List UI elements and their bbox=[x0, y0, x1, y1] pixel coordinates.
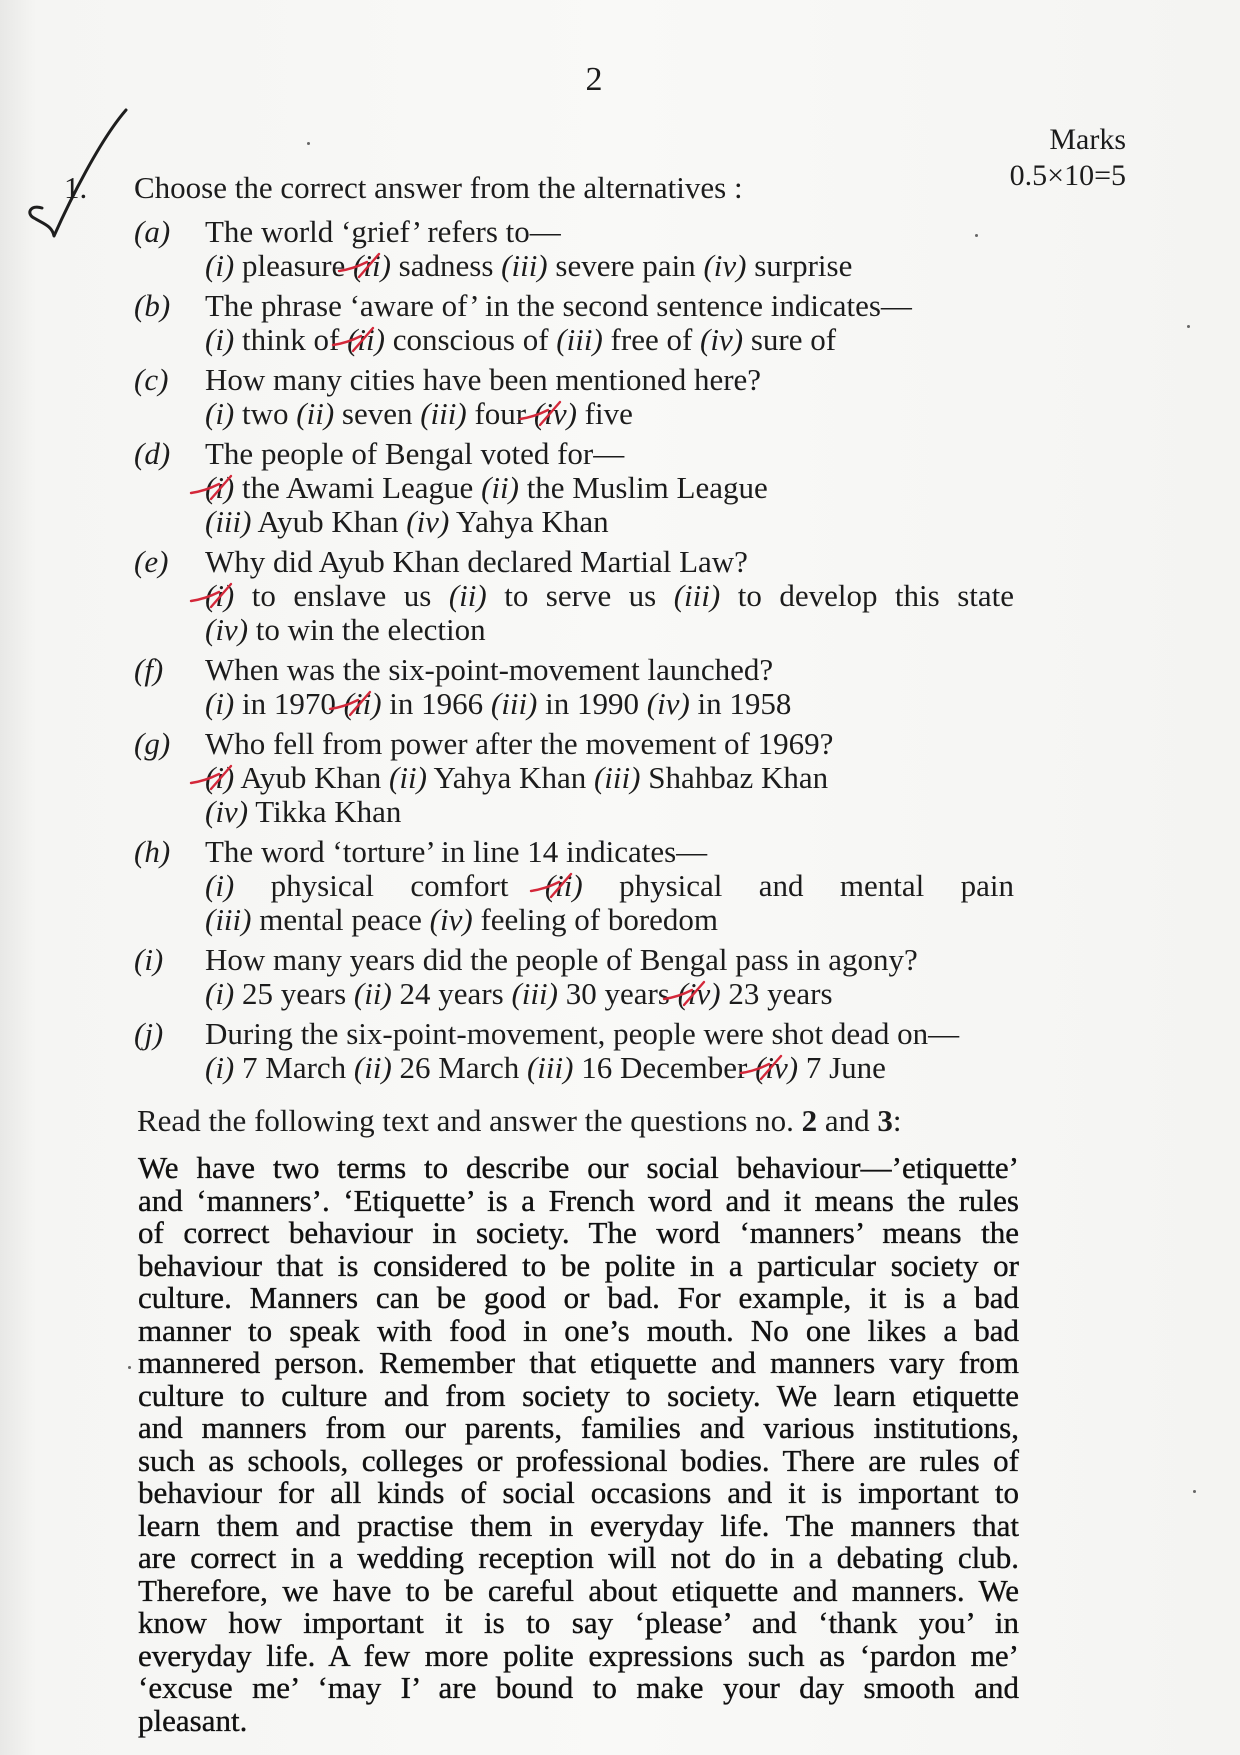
reading-instruction-end: : bbox=[892, 1103, 902, 1138]
item-label: (h) bbox=[134, 834, 171, 869]
option bbox=[594, 760, 828, 795]
question-items bbox=[134, 215, 1014, 1091]
option-line bbox=[205, 579, 1014, 613]
passage-line: behaviour that is considered to be polite in a particular society or bbox=[138, 1247, 1019, 1283]
option-text: feeling of boredom bbox=[480, 902, 719, 937]
marked-option bbox=[678, 976, 833, 1011]
option bbox=[527, 1050, 747, 1085]
option-number: (iii) bbox=[490, 686, 538, 721]
option-text: severe pain bbox=[555, 248, 696, 283]
option-text: to win the election bbox=[255, 612, 486, 647]
option bbox=[674, 578, 1014, 613]
option bbox=[449, 578, 656, 613]
reading-instruction bbox=[137, 1104, 902, 1138]
item-body bbox=[205, 437, 1014, 539]
option bbox=[703, 248, 852, 283]
passage-line: culture to culture and from society to society. We learn etiquette bbox=[138, 1377, 1019, 1413]
option bbox=[406, 504, 608, 539]
item-body bbox=[205, 727, 1014, 829]
option-text: Ayub Khan bbox=[257, 504, 399, 539]
item-body bbox=[205, 943, 1014, 1011]
item-body bbox=[205, 289, 1014, 357]
passage-line: Therefore, we have to be careful about etiquette and manners. We bbox=[138, 1572, 1019, 1608]
option-line bbox=[205, 397, 1014, 431]
option-text: Ayub Khan bbox=[240, 760, 382, 795]
option-text: to serve us bbox=[504, 578, 657, 613]
option bbox=[354, 976, 504, 1011]
option-text: the Muslim League bbox=[526, 470, 768, 505]
question-text: Who fell from power after the movement of 1969? bbox=[205, 726, 834, 761]
option-text: 7 March bbox=[242, 1050, 347, 1085]
option bbox=[205, 686, 336, 721]
scan-speck bbox=[307, 142, 310, 145]
option-text: 7 June bbox=[805, 1050, 886, 1085]
option-number: (iv) bbox=[205, 794, 249, 829]
passage-line: culture. Manners can be good or bad. For example, it is a bad bbox=[138, 1280, 1019, 1315]
option-line bbox=[205, 471, 1014, 505]
option-line bbox=[205, 249, 1014, 283]
option bbox=[420, 396, 526, 431]
option-number: (ii) bbox=[343, 686, 382, 721]
item-body bbox=[205, 1017, 1014, 1085]
item-label: (d) bbox=[134, 436, 171, 471]
passage-line: manner to speak with food in one’s mouth. No one likes a bad bbox=[138, 1312, 1019, 1348]
option-number: (i) bbox=[205, 868, 235, 903]
option-number: (iv) bbox=[755, 1050, 799, 1085]
passage-line: ‘excuse me’ ‘may I’ are bound to make your day smooth and bbox=[138, 1670, 1019, 1705]
question-item bbox=[134, 727, 1014, 829]
option-text: 16 December bbox=[581, 1050, 748, 1085]
scan-speck bbox=[128, 1366, 131, 1369]
option-number: (iv) bbox=[646, 686, 690, 721]
option-number: (ii) bbox=[389, 760, 427, 795]
option-text: in 1966 bbox=[389, 686, 484, 721]
option-number: (iv) bbox=[429, 902, 473, 937]
option-text: 25 years bbox=[242, 976, 347, 1011]
marks-label: Marks bbox=[1049, 123, 1126, 156]
scan-speck bbox=[975, 234, 978, 237]
question-text: The world ‘grief’ refers to— bbox=[205, 214, 561, 249]
option-text: to enslave us bbox=[251, 578, 432, 613]
option-number: (iv) bbox=[677, 976, 721, 1011]
option-text: surprise bbox=[754, 248, 853, 283]
marked-option bbox=[205, 470, 473, 505]
option-number: (ii) bbox=[353, 248, 391, 283]
option-text: Yahya Khan bbox=[455, 504, 609, 539]
option-number: (ii) bbox=[353, 1050, 392, 1085]
option-number: (iii) bbox=[501, 248, 548, 283]
question-text: The people of Bengal voted for— bbox=[205, 436, 625, 471]
question-item bbox=[134, 835, 1014, 937]
option-number: (iv) bbox=[205, 612, 249, 647]
option-number: (ii) bbox=[448, 578, 487, 613]
option-line bbox=[205, 977, 1014, 1011]
option-number: (iv) bbox=[533, 396, 577, 431]
option bbox=[556, 322, 692, 357]
question-text: The word ‘torture’ in line 14 indicates— bbox=[205, 834, 708, 869]
option-number: (iii) bbox=[511, 976, 558, 1011]
reading-instruction-joiner: and bbox=[824, 1103, 870, 1138]
question-item bbox=[134, 437, 1014, 539]
option-number: (i) bbox=[205, 248, 235, 283]
option-text: seven bbox=[341, 396, 413, 431]
option bbox=[205, 1050, 346, 1085]
scan-speck bbox=[1187, 325, 1190, 328]
marked-option bbox=[353, 248, 493, 283]
marked-option bbox=[755, 1050, 886, 1085]
passage-line: learn them and practise them in everyday life. The manners that bbox=[138, 1507, 1019, 1543]
question-item bbox=[134, 363, 1014, 431]
item-body bbox=[205, 363, 1014, 431]
option-number: (ii) bbox=[481, 470, 519, 505]
option-text: to develop this state bbox=[737, 578, 1015, 613]
option-text: mental peace bbox=[259, 902, 422, 937]
question-text: When was the six-point-movement launched? bbox=[205, 652, 774, 687]
option-text: free of bbox=[610, 322, 693, 357]
option-text: in 1958 bbox=[697, 686, 792, 721]
option-text: physical comfort bbox=[270, 868, 509, 903]
question-text: How many years did the people of Bengal pass in agony? bbox=[205, 942, 918, 977]
option-line bbox=[205, 903, 1014, 937]
option bbox=[700, 322, 836, 357]
marked-option bbox=[344, 686, 484, 721]
option-text: Yahya Khan bbox=[433, 760, 587, 795]
passage-line: are correct in a wedding reception will not do in a debating club. bbox=[138, 1540, 1019, 1575]
question-item bbox=[134, 545, 1014, 647]
option-number: (iv) bbox=[703, 248, 747, 283]
option bbox=[205, 612, 486, 647]
question-text: How many cities have been mentioned here? bbox=[205, 362, 762, 397]
option-line bbox=[205, 761, 1014, 795]
passage-line: everyday life. A few more polite expressions such as ‘pardon me’ bbox=[138, 1637, 1019, 1673]
question-ref-3: 3 bbox=[877, 1103, 893, 1138]
option bbox=[296, 396, 412, 431]
question-text: During the six-point-movement, people were shot dead on— bbox=[205, 1016, 960, 1051]
option-text: five bbox=[584, 396, 633, 431]
option bbox=[354, 1050, 519, 1085]
option-number: (i) bbox=[205, 396, 235, 431]
option-text: two bbox=[242, 396, 289, 431]
option-text: Shahbaz Khan bbox=[648, 760, 829, 795]
marked-option bbox=[347, 322, 548, 357]
option-number: (ii) bbox=[544, 868, 583, 903]
option bbox=[430, 902, 718, 937]
option-number: (iii) bbox=[205, 902, 252, 937]
passage-line: of correct behaviour in society. The word ‘manners’ means the bbox=[138, 1215, 1019, 1250]
option-line bbox=[205, 613, 1014, 647]
question-ref-2: 2 bbox=[801, 1103, 818, 1138]
option bbox=[389, 760, 586, 795]
passage-line: and manners from our parents, families and various institutions, bbox=[138, 1410, 1019, 1445]
option-text: conscious of bbox=[392, 322, 549, 357]
passage-line: mannered person. Remember that etiquette and manners vary from bbox=[138, 1345, 1019, 1380]
option-number: (iii) bbox=[593, 760, 641, 795]
item-label: (f) bbox=[134, 652, 164, 687]
passage-line: such as schools, colleges or professional bodies. There are rules of bbox=[138, 1442, 1019, 1478]
option-number: (ii) bbox=[296, 396, 335, 431]
option bbox=[491, 686, 639, 721]
option-line bbox=[205, 869, 1014, 903]
option-number: (i) bbox=[205, 976, 235, 1011]
marks-value: 0.5×10=5 bbox=[1009, 159, 1126, 192]
marked-option bbox=[545, 868, 1014, 903]
passage-line: We have two terms to describe our social behaviour—’etiquette’ bbox=[138, 1150, 1019, 1185]
item-body bbox=[205, 835, 1014, 937]
option-line bbox=[205, 1051, 1014, 1085]
question-instruction: Choose the correct answer from the alternatives : bbox=[134, 170, 743, 205]
option-text: four bbox=[474, 396, 527, 431]
scan-speck bbox=[1193, 1490, 1196, 1493]
option bbox=[205, 248, 345, 283]
item-label: (i) bbox=[134, 942, 164, 977]
item-body bbox=[205, 545, 1014, 647]
passage-line: behaviour for all kinds of social occasions and it is important to bbox=[138, 1475, 1019, 1510]
item-label: (a) bbox=[134, 214, 171, 249]
option-number: (iii) bbox=[556, 322, 603, 357]
option-line bbox=[205, 323, 1014, 357]
item-label: (j) bbox=[134, 1016, 164, 1051]
marked-option bbox=[205, 760, 381, 795]
option-text: in 1990 bbox=[545, 686, 640, 721]
question-item bbox=[134, 943, 1014, 1011]
passage-line: know how important it is to say ‘please’ and ‘thank you’ in bbox=[138, 1605, 1019, 1640]
option bbox=[205, 504, 399, 539]
reading-instruction-text: Read the following text and answer the questions no. bbox=[137, 1103, 794, 1138]
item-label: (e) bbox=[134, 544, 169, 579]
passage-line: and ‘manners’. ‘Etiquette’ is a French word and it means the rules bbox=[138, 1182, 1019, 1218]
item-label: (c) bbox=[134, 362, 169, 397]
marked-option bbox=[534, 396, 633, 431]
item-label: (b) bbox=[134, 288, 171, 323]
option-text: 26 March bbox=[399, 1050, 520, 1085]
option-number: (iv) bbox=[700, 322, 744, 357]
option-number: (i) bbox=[205, 1050, 235, 1085]
marked-option bbox=[205, 578, 431, 613]
option-text: Tikka Khan bbox=[255, 794, 402, 829]
question-number: 1. bbox=[64, 170, 88, 205]
marks-box bbox=[1010, 122, 1126, 194]
option-line bbox=[205, 795, 1014, 829]
reading-passage bbox=[138, 1152, 1019, 1737]
question-item bbox=[134, 289, 1014, 357]
option bbox=[481, 470, 768, 505]
option bbox=[205, 396, 289, 431]
item-body bbox=[205, 215, 1014, 283]
option-number: (i) bbox=[205, 322, 235, 357]
option-text: sure of bbox=[750, 322, 837, 357]
option-number: (iv) bbox=[406, 504, 450, 539]
item-label: (g) bbox=[134, 726, 171, 761]
option bbox=[511, 976, 669, 1011]
option-number: (i) bbox=[205, 760, 235, 795]
option bbox=[205, 794, 401, 829]
option-number: (i) bbox=[205, 470, 235, 505]
option-text: think of bbox=[242, 322, 340, 357]
option-number: (iii) bbox=[420, 396, 467, 431]
option-text: 23 years bbox=[728, 976, 833, 1011]
option-text: physical and mental pain bbox=[619, 868, 1014, 903]
option-text: pleasure bbox=[242, 248, 346, 283]
option-text: 24 years bbox=[399, 976, 504, 1011]
question-item bbox=[134, 215, 1014, 283]
option-number: (ii) bbox=[347, 322, 385, 357]
option-line bbox=[205, 505, 1014, 539]
question-item bbox=[134, 1017, 1014, 1085]
passage-line: pleasant. bbox=[138, 1702, 248, 1738]
option bbox=[205, 976, 346, 1011]
question-item bbox=[134, 653, 1014, 721]
option bbox=[205, 322, 339, 357]
item-body bbox=[205, 653, 1014, 721]
option bbox=[647, 686, 792, 721]
option-line bbox=[205, 687, 1014, 721]
option bbox=[205, 868, 508, 903]
option-text: in 1970 bbox=[242, 686, 336, 721]
option-number: (i) bbox=[205, 686, 235, 721]
option-number: (i) bbox=[205, 578, 235, 613]
question-text: Why did Ayub Khan declared Martial Law? bbox=[205, 544, 748, 579]
question-text: The phrase ‘aware of’ in the second sentence indicates— bbox=[205, 288, 912, 323]
option-number: (iii) bbox=[673, 578, 721, 613]
option-text: sadness bbox=[398, 248, 494, 283]
option bbox=[205, 902, 422, 937]
option-text: 30 years bbox=[565, 976, 670, 1011]
page-number: 2 bbox=[585, 61, 603, 98]
option-number: (iii) bbox=[205, 504, 252, 539]
option-text: the Awami League bbox=[242, 470, 474, 505]
option-number: (iii) bbox=[526, 1050, 574, 1085]
option bbox=[501, 248, 696, 283]
option-number: (ii) bbox=[353, 976, 392, 1011]
